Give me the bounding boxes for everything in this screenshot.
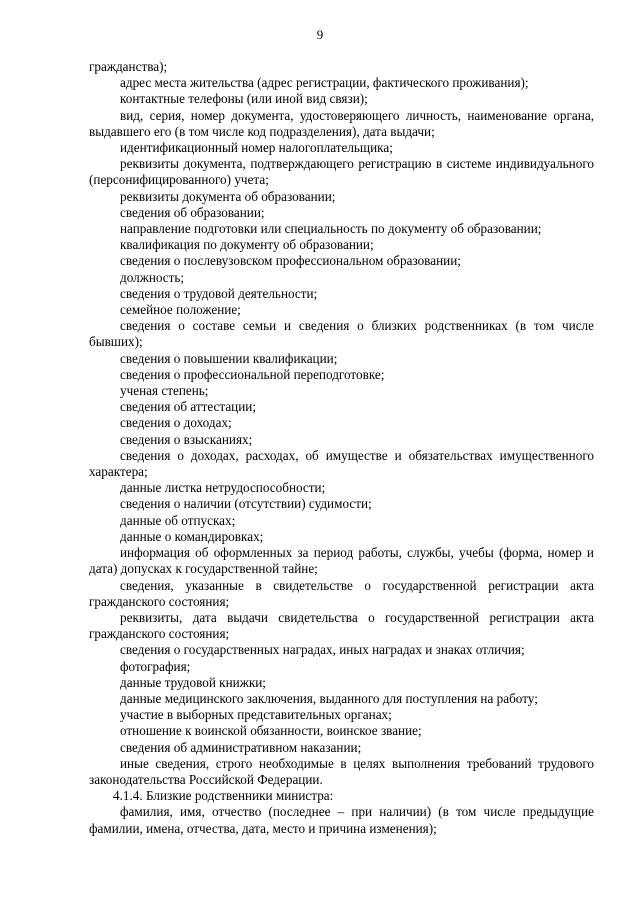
paragraph: сведения об аттестации; [120, 399, 257, 415]
paragraph: гражданства); [89, 59, 168, 74]
section-heading: 4.1.4. Близкие родственники министра: [113, 788, 334, 804]
paragraph: сведения об административном наказании; [120, 739, 362, 755]
paragraph: фамилия, имя, отчество (последнее – при наличии) (в том числе предыдущие фамилии, имена, отчества, дата, место и причина изменения); [89, 804, 594, 836]
paragraph: реквизиты, дата выдачи свидетельства о государственной регистрации акта гражданского состояния; [89, 609, 594, 642]
paragraph: сведения о составе семьи и сведения о близких родственниках (в том числе бывших); [89, 318, 594, 350]
paragraph: данные о командировках; [120, 528, 264, 544]
paragraph: данные об отпусках; [120, 512, 236, 528]
paragraph: иные сведения, строго необходимые в целях выполнения требований трудового законодательства Российской Федерации. [89, 755, 594, 787]
paragraph: сведения о государственных наградах, иных наградах и знаках отличия; [120, 642, 525, 658]
paragraph: квалификация по документу об образовании; [120, 237, 374, 253]
paragraph: участие в выборных представительных органах; [120, 707, 392, 723]
paragraph: идентификационный номер налогоплательщика; [120, 140, 393, 156]
paragraph: сведения о трудовой деятельности; [120, 285, 318, 301]
paragraph: реквизиты документа об образовании; [120, 188, 336, 204]
paragraph: направление подготовки или специальность по документу об образовании; [120, 221, 542, 237]
paragraph: данные медицинского заключения, выданного для поступления на работу; [120, 690, 538, 706]
paragraph: сведения о доходах; [120, 415, 232, 431]
paragraph: сведения о доходах, расходах, об имуществе и обязательствах имущественного характера; [89, 447, 594, 480]
paragraph: адрес места жительства (адрес регистрации, фактического проживания); [120, 75, 529, 91]
paragraph: ученая степень; [120, 383, 209, 399]
paragraph: отношение к воинской обязанности, воинское звание; [120, 723, 422, 739]
paragraph: сведения о послевузовском профессиональном образовании; [120, 253, 461, 269]
paragraph: данные трудовой книжки; [120, 674, 266, 690]
paragraph: сведения, указанные в свидетельстве о государственной регистрации акта гражданского состояния; [89, 577, 594, 609]
paragraph: сведения о взысканиях; [120, 431, 253, 447]
document-body [89, 59, 594, 837]
paragraph: реквизиты документа, подтверждающего регистрацию в системе индивидуального (персонифицированного) учета; [89, 156, 594, 188]
page-number: 9 [316, 27, 324, 42]
paragraph: сведения о профессиональной переподготовке; [120, 366, 385, 382]
paragraph: вид, серия, номер документа, удостоверяющего личность, наименование органа, выдавшего его (в том числе код подразделения), дата выдачи; [89, 107, 594, 139]
paragraph: информация об оформленных за период работы, службы, учебы (форма, номер и дата) допусках к государственной тайне; [89, 545, 594, 577]
paragraph: данные листка нетрудоспособности; [120, 480, 326, 496]
paragraph: сведения об образовании; [120, 204, 265, 220]
paragraph: должность; [120, 269, 185, 285]
paragraph: фотография; [120, 658, 191, 674]
paragraph: контактные телефоны (или иной вид связи); [120, 91, 368, 107]
paragraph: сведения о наличии (отсутствии) судимости; [120, 496, 372, 512]
paragraph: семейное положение; [120, 302, 241, 318]
paragraph: сведения о повышении квалификации; [120, 350, 338, 366]
